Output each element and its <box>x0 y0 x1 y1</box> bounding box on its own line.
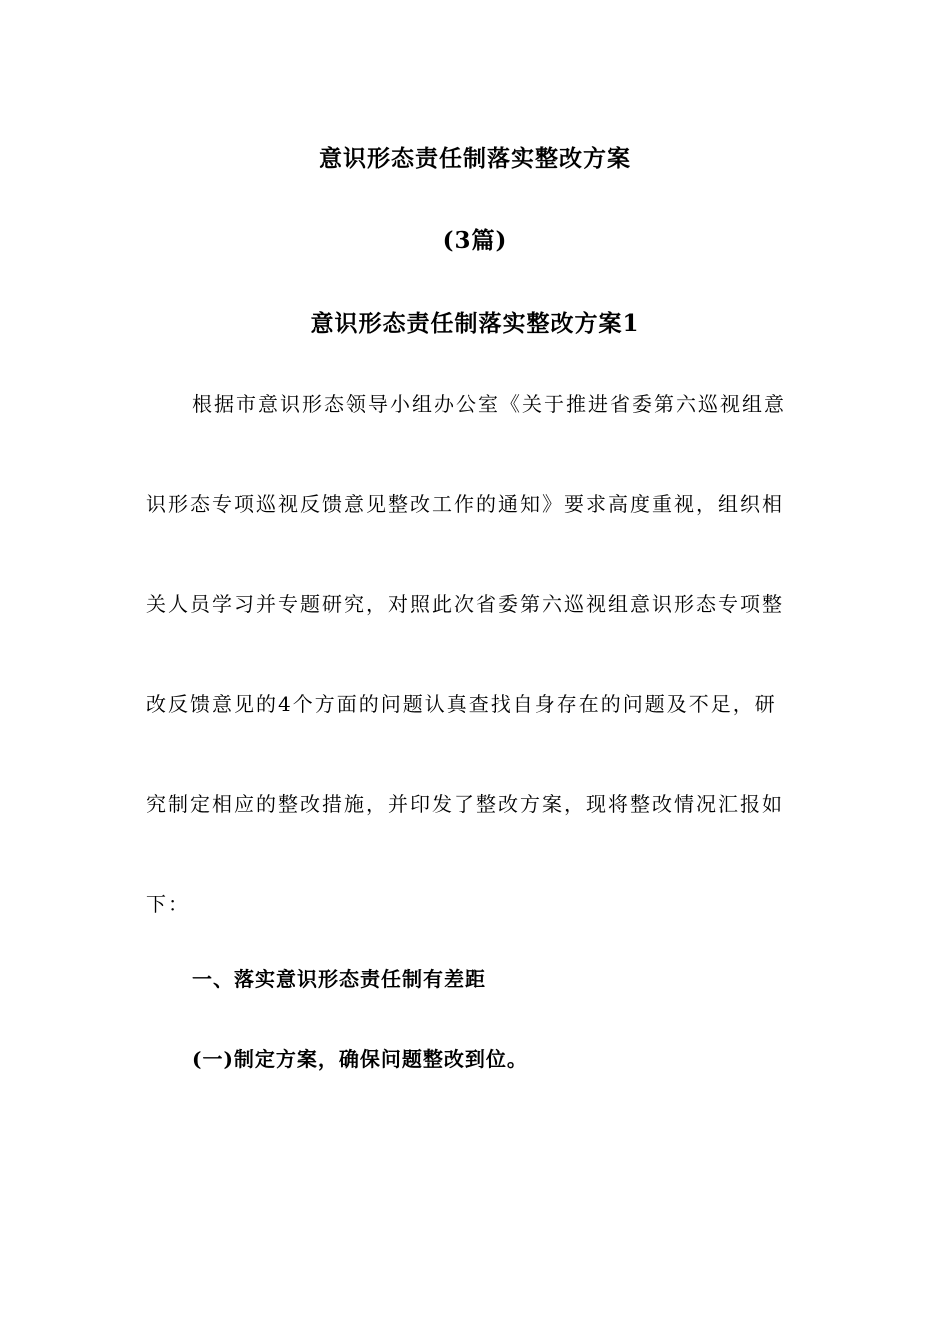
paragraph-line-1: 根据市意识形态领导小组办公室《关于推进省委第六巡视组意 <box>192 392 786 416</box>
paragraph-line-3: 关人员学习并专题研究，对照此次省委第六巡视组意识形态专项整 <box>146 592 784 616</box>
paragraph-line-2: 识形态专项巡视反馈意见整改工作的通知》要求高度重视，组织相 <box>146 492 784 516</box>
section-title: 意识形态责任制落实整改方案1 <box>310 310 640 337</box>
document-title: 意识形态责任制落实整改方案 <box>319 145 631 172</box>
document-subtitle: (3篇) <box>442 227 508 254</box>
paragraph-line-4: 改反馈意见的4个方面的问题认真查找自身存在的问题及不足，研 <box>146 692 777 716</box>
heading-level-1: 一、落实意识形态责任制有差距 <box>192 967 486 991</box>
paragraph-line-5: 究制定相应的整改措施，并印发了整改方案，现将整改情况汇报如 <box>146 792 784 816</box>
heading-level-2: (一)制定方案，确保问题整改到位。 <box>192 1047 528 1071</box>
paragraph-line-6: 下： <box>146 892 190 916</box>
